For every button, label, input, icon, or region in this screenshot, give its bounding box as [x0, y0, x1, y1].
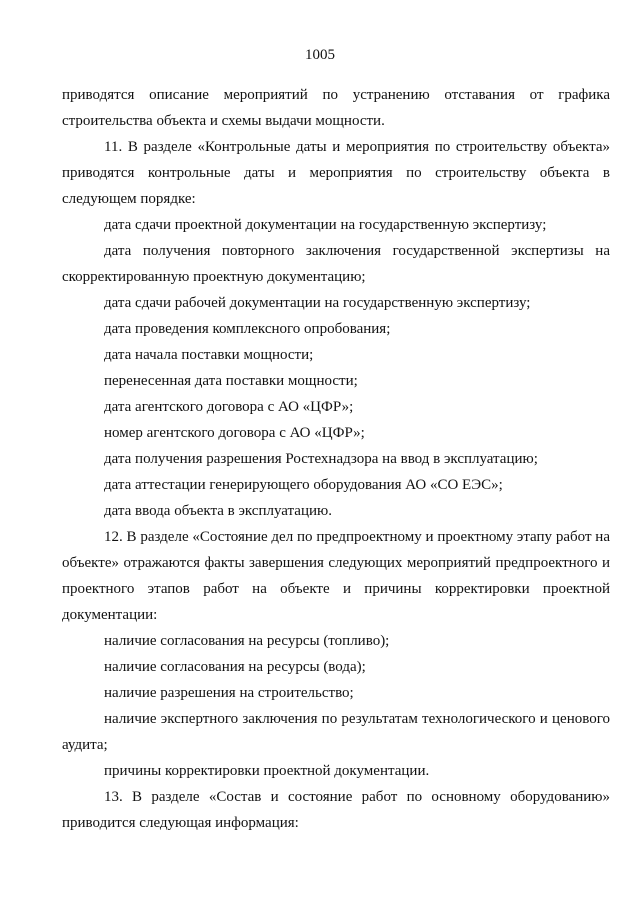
text-line: причины корректировки проектной документации. [104, 763, 430, 779]
text-line: приводится следующая информация: [62, 815, 299, 831]
text-line: дата начала поставки мощности; [104, 347, 314, 363]
text-line: документации: [62, 607, 158, 623]
text-line: наличие разрешения на строительство; [104, 685, 354, 701]
text-line: дата сдачи проектной документации на государственную экспертизу; [104, 217, 547, 233]
paragraph [62, 628, 610, 654]
text-line: 11. В разделе «Контрольные даты и мероприятия по строительству объекта» [104, 139, 610, 155]
paragraph [62, 238, 610, 290]
paragraph [62, 82, 610, 134]
text-line: дата получения разрешения Ростехнадзора на ввод в эксплуатацию; [104, 451, 538, 467]
text-line: скорректированную проектную документацию; [62, 269, 366, 285]
paragraph [62, 472, 610, 498]
paragraph [62, 290, 610, 316]
text-line: дата агентского договора с АО «ЦФР»; [104, 399, 354, 415]
paragraph [62, 368, 610, 394]
paragraph [62, 134, 610, 212]
text-line: наличие экспертного заключения по результатам технологического и ценового [104, 711, 610, 727]
text-line: дата получения повторного заключения государственной экспертизы на [104, 243, 610, 259]
text-line: дата аттестации генерирующего оборудования АО «СО ЕЭС»; [104, 477, 503, 493]
text-line: дата ввода объекта в эксплуатацию. [104, 503, 332, 519]
paragraph [62, 680, 610, 706]
paragraph [62, 654, 610, 680]
paragraph [62, 342, 610, 368]
page-number: 1005 [305, 47, 335, 63]
text-line: наличие согласования на ресурсы (вода); [104, 659, 366, 675]
text-line: строительства объекта и схемы выдачи мощности. [62, 113, 385, 129]
paragraph [62, 498, 610, 524]
text-line: следующем порядке: [62, 191, 196, 207]
text-line: аудита; [62, 737, 108, 753]
text-line: перенесенная дата поставки мощности; [104, 373, 358, 389]
paragraph [62, 420, 610, 446]
text-line: приводятся контрольные даты и мероприятия по строительству объекта в [62, 165, 610, 181]
text-line: наличие согласования на ресурсы (топливо); [104, 633, 390, 649]
text-line: 12. В разделе «Состояние дел по предпроектному и проектному этапу работ на [104, 529, 610, 545]
text-line: объекте» отражаются факты завершения следующих мероприятий предпроектного и [62, 555, 610, 571]
paragraph [62, 212, 610, 238]
paragraph [62, 758, 610, 784]
text-line: 13. В разделе «Состав и состояние работ по основному оборудованию» [104, 789, 610, 805]
paragraph [62, 446, 610, 472]
document-body [62, 82, 610, 836]
text-line: дата проведения комплексного опробования; [104, 321, 391, 337]
paragraph [62, 394, 610, 420]
text-line: номер агентского договора с АО «ЦФР»; [104, 425, 365, 441]
paragraph [62, 706, 610, 758]
text-line: проектного этапов работ на объекте и причины корректировки проектной [62, 581, 610, 597]
paragraph [62, 784, 610, 836]
text-line: дата сдачи рабочей документации на государственную экспертизу; [104, 295, 531, 311]
paragraph [62, 316, 610, 342]
text-line: приводятся описание мероприятий по устранению отставания от графика [62, 87, 610, 103]
paragraph [62, 524, 610, 628]
